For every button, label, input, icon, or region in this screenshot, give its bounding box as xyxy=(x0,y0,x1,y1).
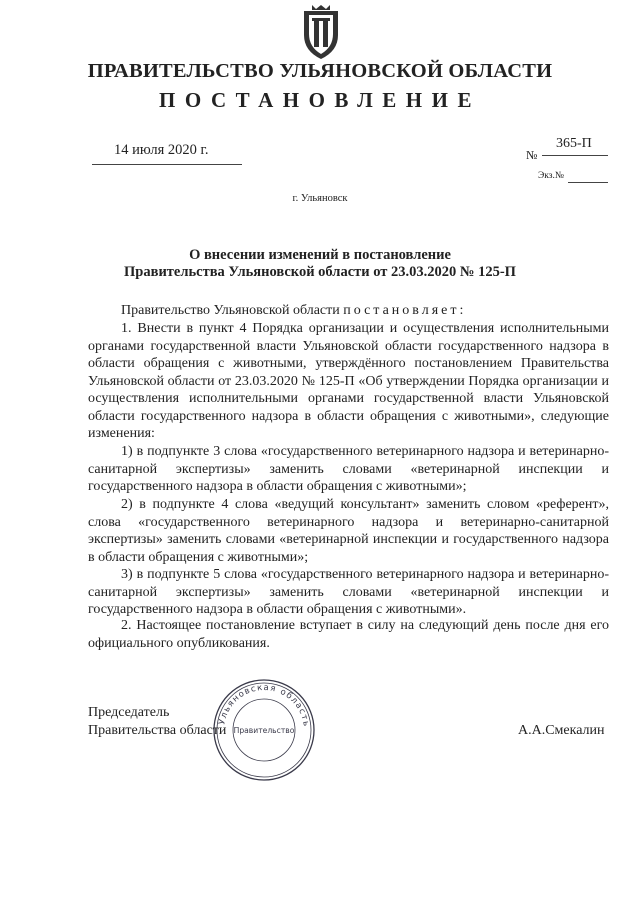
svg-text:Правительство: Правительство xyxy=(233,726,295,735)
document-type: ПОСТАНОВЛЕНИЕ xyxy=(159,88,481,112)
subparagraph-3: 3) в подпункте 5 слова «государственного ветеринарного надзора и ветеринарно-санитарной экспертизы» заменить словами «ветеринарной инспекции и государственного надзора в области обращения с животными». xyxy=(88,567,609,617)
date-underline xyxy=(92,164,242,165)
intro-text: Правительство Ульяновской области xyxy=(121,303,344,318)
intro-paragraph xyxy=(88,302,609,320)
subparagraph-1: 1) в подпункте 3 слова «государственного ветеринарного надзора и ветеринарно-санитарной экспертизы» заменить словами «ветеринарной инспекции и государственного надзора в области обращения с животными»; xyxy=(88,444,609,494)
copy-number-label: Экз.№ xyxy=(538,171,564,181)
document-title-line1: О внесении изменений в постановление xyxy=(189,247,451,263)
coat-of-arms-emblem xyxy=(300,5,342,61)
copy-number-underline xyxy=(568,182,608,183)
number-underline xyxy=(542,155,608,156)
signer-position-line2: Правительства области xyxy=(88,723,227,738)
svg-text:Ульяновская область: Ульяновская область xyxy=(217,682,311,729)
signer-position-line1: Председатель xyxy=(88,705,170,720)
organization-name: ПРАВИТЕЛЬСТВО УЛЬЯНОВСКОЙ ОБЛАСТИ xyxy=(87,60,553,82)
document-number: 365-П xyxy=(556,136,592,151)
signer-name: А.А.Смекалин xyxy=(518,723,605,738)
city: г. Ульяновск xyxy=(292,193,348,204)
paragraph-1: 1. Внести в пункт 4 Порядка организации и осуществления исполнительными органами государственной власти Ульяновской области государственного надзора в области обращения с животными, утверждённого постановлением Правительства Ульяновской области от 23.03.2020 № 125-П «Об утверждении Порядка организации и осуществления исполнительными органами государственной власти Ульяновской области государственного надзора в области обращения с животными», следующие изменения: xyxy=(88,321,609,441)
paragraph-2: 2. Настоящее постановление вступает в силу на следующий день после дня его официального опубликования. xyxy=(88,618,609,651)
number-label: № xyxy=(526,148,538,162)
document-title-line2: Правительства Ульяновской области от 23.03.2020 № 125-П xyxy=(124,264,516,280)
official-seal xyxy=(210,676,318,784)
subparagraph-2: 2) в подпункте 4 слова «ведущий консультант» заменить словом «референт», слова «государственного ветеринарного надзора и ветеринарно-санитарной экспертизы» заменить словами «ветеринарной инспекции и государственного надзора в области обращения с животными»; xyxy=(88,497,609,565)
intro-verb: постановляет: xyxy=(343,303,467,318)
document-date: 14 июля 2020 г. xyxy=(114,142,209,158)
